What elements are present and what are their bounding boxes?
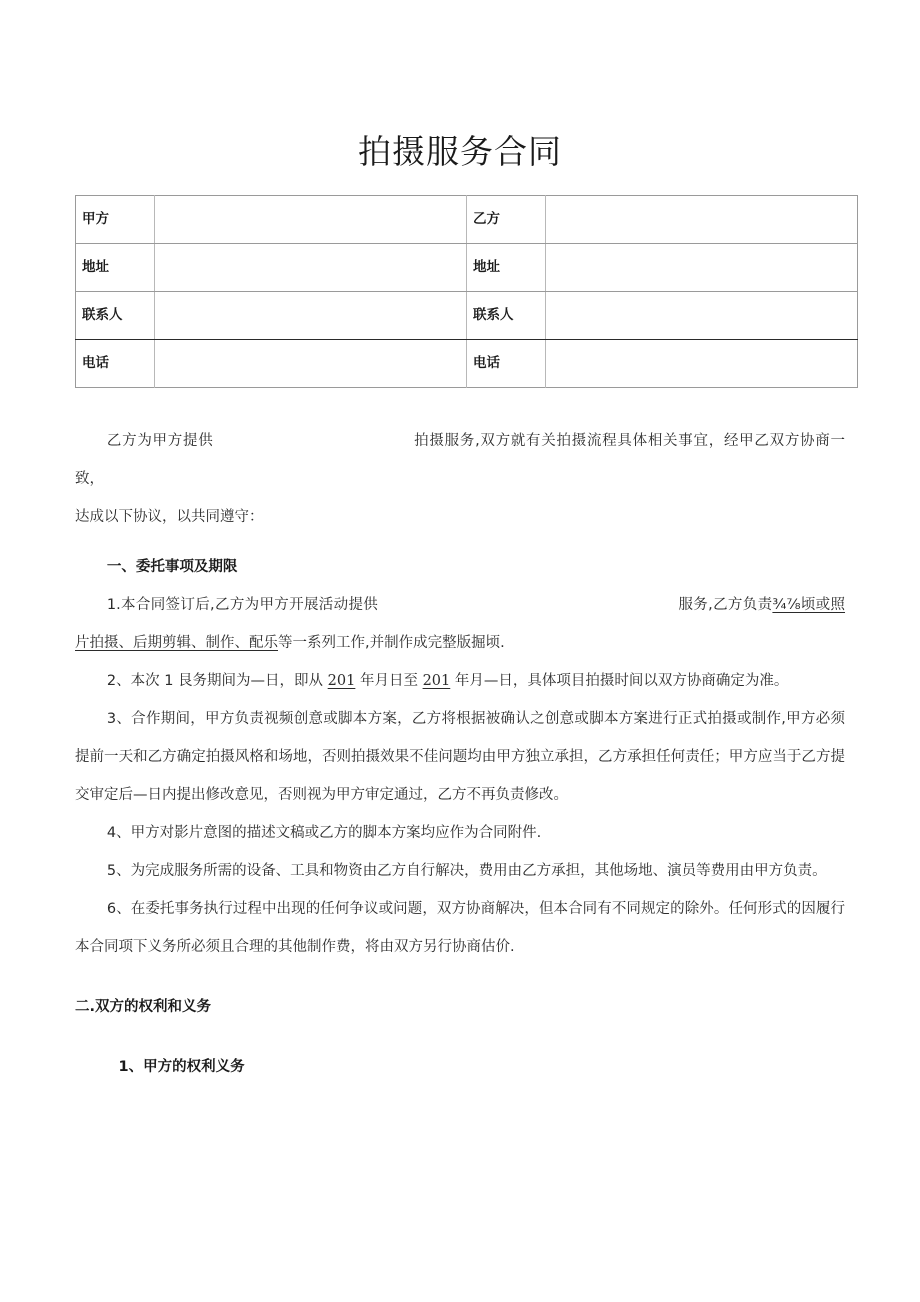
- party-a-address-label: 地址: [76, 243, 155, 291]
- preamble-text-a: 乙方为甲方提供: [106, 432, 214, 449]
- item1-text-a: 1.本合同签订后,乙方为甲方开展活动提供: [106, 596, 379, 613]
- section-one-item-4: 4、甲方对影片意图的描述文稿或乙方的脚本方案均应作为合同附件.: [106, 824, 542, 841]
- section-one-heading: 一、委托事项及期限: [106, 558, 238, 575]
- table-row: [76, 339, 858, 387]
- document-body: [75, 422, 845, 1086]
- party-b-contact-value[interactable]: [546, 291, 858, 339]
- section-one-item-3: 3、合作期间，甲方负责视频创意或脚本方案，乙方将根据被确认之创意或脚本方案进行正式拍摄或制作,甲方必须提前一天和乙方确定拍摄风格和场地，否则拍摄效果不佳问题均由甲方独立承担，乙方承担任何责任；甲方应当于乙方提交审定后—日内提出修改意见，否则视为甲方审定通过，乙方不再负责修改。: [75, 710, 845, 803]
- preamble-line-1: [75, 422, 845, 498]
- item1-text-c: ¾⅞顷或照片拍: [75, 596, 846, 651]
- document-title: 拍摄服务合同: [358, 132, 562, 171]
- party-a-contact-value[interactable]: [155, 291, 467, 339]
- table-row: [76, 243, 858, 291]
- party-a-value[interactable]: [155, 195, 467, 243]
- party-info-table: [75, 195, 858, 388]
- preamble-line-2: 达成以下协议，以共同遵守：: [75, 508, 264, 525]
- section-one-item-2: [75, 662, 845, 700]
- section-one-item-6: 6、在委托事务执行过程中出现的任何争议或问题，双方协商解决，但本合同有不同规定的除外。任何形式的因履行本合同项下义务所必须且合理的其他制作费，将由双方另行协商估价.: [75, 900, 845, 955]
- preamble-text-b: 拍摄服务,双方就有关拍摄流程具体相关事宜，经甲乙双方协商一致，: [75, 432, 846, 487]
- item2-text-b: 年月日至: [355, 672, 423, 689]
- party-b-phone-value[interactable]: [546, 339, 858, 387]
- party-a-phone-value[interactable]: [155, 339, 467, 387]
- party-a-address-value[interactable]: [155, 243, 467, 291]
- item1-text-b: 服务,乙方负责: [678, 596, 773, 613]
- item1-text-d: 摄、后期剪辑、制作、配乐: [104, 634, 278, 651]
- party-b-value[interactable]: [546, 195, 858, 243]
- table-row: [76, 195, 858, 243]
- item1-text-e: 等一系列工作,并制作成完整版掘顷.: [278, 634, 505, 651]
- party-a-label: 甲方: [76, 195, 155, 243]
- item2-year-1[interactable]: 201: [327, 672, 356, 689]
- party-b-phone-label: 电话: [467, 339, 546, 387]
- table-row: [76, 291, 858, 339]
- party-a-phone-label: 电话: [76, 339, 155, 387]
- section-one-item-1: [75, 586, 845, 662]
- section-one-item-5: 5、为完成服务所需的设备、工具和物资由乙方自行解决，费用由乙方承担，其他场地、演员等费用由甲方负责。: [106, 862, 827, 879]
- section-two-sub-heading-1: 1、甲方的权利义务: [118, 1058, 245, 1075]
- party-b-contact-label: 联系人: [467, 291, 546, 339]
- party-b-address-label: 地址: [467, 243, 546, 291]
- section-two-heading: 二.双方的权利和义务: [75, 998, 212, 1015]
- party-b-label: 乙方: [467, 195, 546, 243]
- item2-year-2[interactable]: 201: [422, 672, 451, 689]
- party-b-address-value[interactable]: [546, 243, 858, 291]
- item2-text-c: 年月—日，具体项目拍摄时间以双方协商确定为准。: [450, 672, 789, 689]
- item2-text-a: 2、本次 1 艮务期间为—日，即从: [106, 672, 328, 689]
- party-a-contact-label: 联系人: [76, 291, 155, 339]
